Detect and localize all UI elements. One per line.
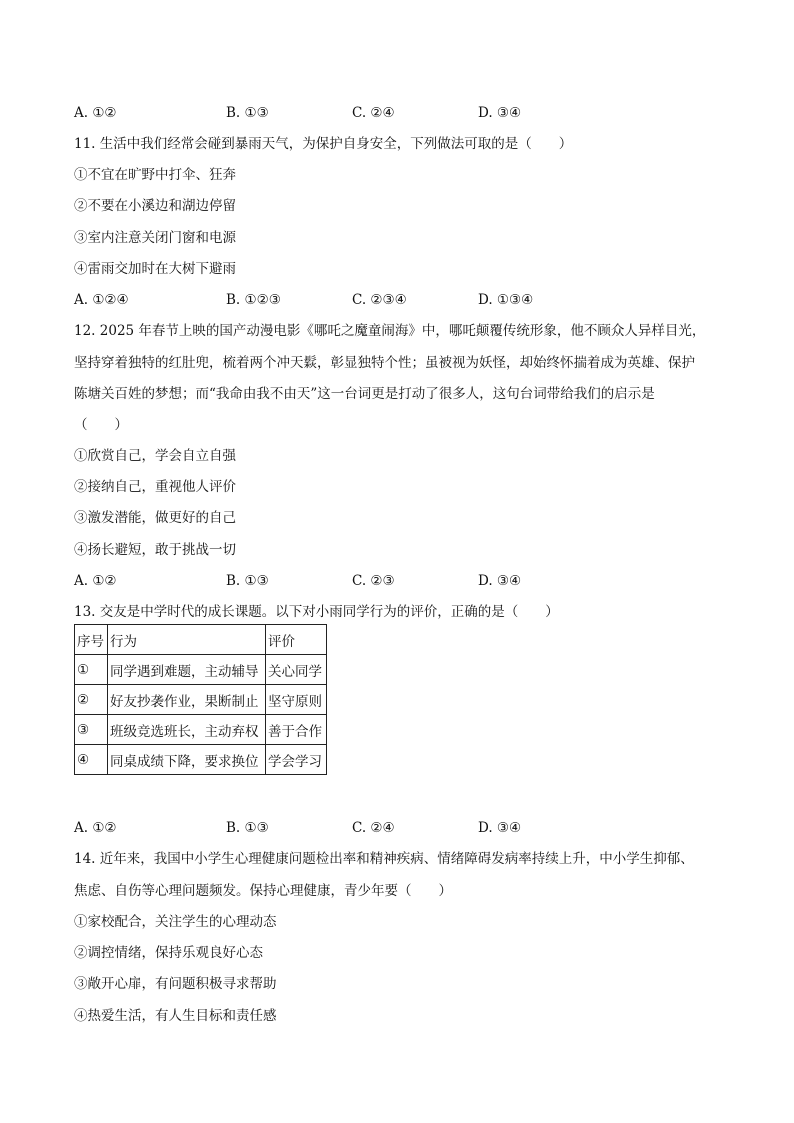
table-cell: 同学遇到难题，主动辅导 <box>108 655 266 685</box>
table-header-cell: 序号 <box>75 625 108 655</box>
q11-item-2: ②不要在小溪边和湖边停留 <box>74 198 236 214</box>
table-cell: 关心同学 <box>266 655 327 685</box>
table-cell: 学会学习 <box>266 745 327 775</box>
evaluation-table <box>74 624 327 775</box>
table-cell: 同桌成绩下降，要求换位 <box>108 745 266 775</box>
table-header-cell: 行为 <box>108 625 266 655</box>
q10-options <box>74 104 634 122</box>
q12-stem-line-1: 12. 2025 年春节上映的国产动漫电影《哪吒之魔童闹海》中，哪吒颠覆传统形象，他不顾众人异样目光， <box>74 323 706 339</box>
table-header-row <box>75 625 327 655</box>
table-cell: ② <box>75 685 108 715</box>
q13-option-c: C. ②④ <box>352 820 395 836</box>
q12-stem-line-3: 陈塘关百姓的梦想；而“我命由我不由天”这一台词更是打动了很多人，这句台词带给我们的启示是 <box>74 386 655 402</box>
q13-option-a: A. ①② <box>74 820 117 836</box>
q12-option-b: B. ①③ <box>226 573 269 589</box>
q11-item-3: ③室内注意关闭门窗和电源 <box>74 230 236 246</box>
table-row <box>75 685 327 715</box>
q12-item-3: ③激发潜能，做更好的自己 <box>74 510 236 526</box>
q12-option-d: D. ③④ <box>478 573 522 589</box>
q10-option-d: D. ③④ <box>478 105 522 121</box>
q13-stem: 13. 交友是中学时代的成长课题。以下对小雨同学行为的评价，正确的是（ ） <box>74 604 559 620</box>
table-cell: 好友抄袭作业，果断制止 <box>108 685 266 715</box>
table-row <box>75 715 327 745</box>
q12-item-1: ①欣赏自己，学会自立自强 <box>74 448 236 464</box>
q14-stem-line-2: 焦虑、自伤等心理问题频发。保持心理健康，青少年要（ ） <box>74 883 452 899</box>
q12-options <box>74 572 634 590</box>
table-cell: 坚守原则 <box>266 685 327 715</box>
q11-option-c: C. ②③④ <box>352 292 407 308</box>
table-cell: 班级竞选班长，主动弃权 <box>108 715 266 745</box>
q14-item-4: ④热爱生活，有人生目标和责任感 <box>74 1008 277 1024</box>
q14-stem-line-1: 14. 近年来，我国中小学生心理健康问题检出率和精神疾病、情绪障碍发病率持续上升，中小学生抑郁、 <box>74 851 694 867</box>
table-cell: ① <box>75 655 108 685</box>
q13-option-b: B. ①③ <box>226 820 269 836</box>
q11-item-4: ④雷雨交加时在大树下避雨 <box>74 261 236 277</box>
q11-option-b: B. ①②③ <box>226 292 281 308</box>
table-cell: 善于合作 <box>266 715 327 745</box>
q12-option-c: C. ②③ <box>352 573 395 589</box>
q12-stem-line-2: 坚持穿着独特的红肚兜，梳着两个冲天鬏，彰显独特个性；虽被视为妖怪，却始终怀揣着成为英雄、保护 <box>74 355 695 371</box>
q11-option-a: A. ①②④ <box>74 292 129 308</box>
q11-stem: 11. 生活中我们经常会碰到暴雨天气，为保护自身安全，下列做法可取的是（ ） <box>74 136 573 152</box>
q10-option-c: C. ②④ <box>352 105 395 121</box>
q12-item-4: ④扬长避短，敢于挑战一切 <box>74 542 236 558</box>
q12-stem-line-4: （ ） <box>74 417 128 433</box>
q11-options <box>74 291 634 309</box>
table-row <box>75 745 327 775</box>
q12-item-2: ②接纳自己，重视他人评价 <box>74 479 236 495</box>
q13-options <box>74 819 634 837</box>
q12-option-a: A. ①② <box>74 573 117 589</box>
q11-item-1: ①不宜在旷野中打伞、狂奔 <box>74 167 236 183</box>
q13-option-d: D. ③④ <box>478 820 522 836</box>
table-cell: ④ <box>75 745 108 775</box>
table-header-cell: 评价 <box>266 625 327 655</box>
table-row <box>75 655 327 685</box>
q10-option-a: A. ①② <box>74 105 117 121</box>
q14-item-2: ②调控情绪，保持乐观良好心态 <box>74 945 263 961</box>
q14-item-3: ③敞开心扉，有问题积极寻求帮助 <box>74 976 277 992</box>
table-cell: ③ <box>75 715 108 745</box>
q11-option-d: D. ①③④ <box>478 292 534 308</box>
q14-item-1: ①家校配合，关注学生的心理动态 <box>74 914 277 930</box>
q10-option-b: B. ①③ <box>226 105 269 121</box>
